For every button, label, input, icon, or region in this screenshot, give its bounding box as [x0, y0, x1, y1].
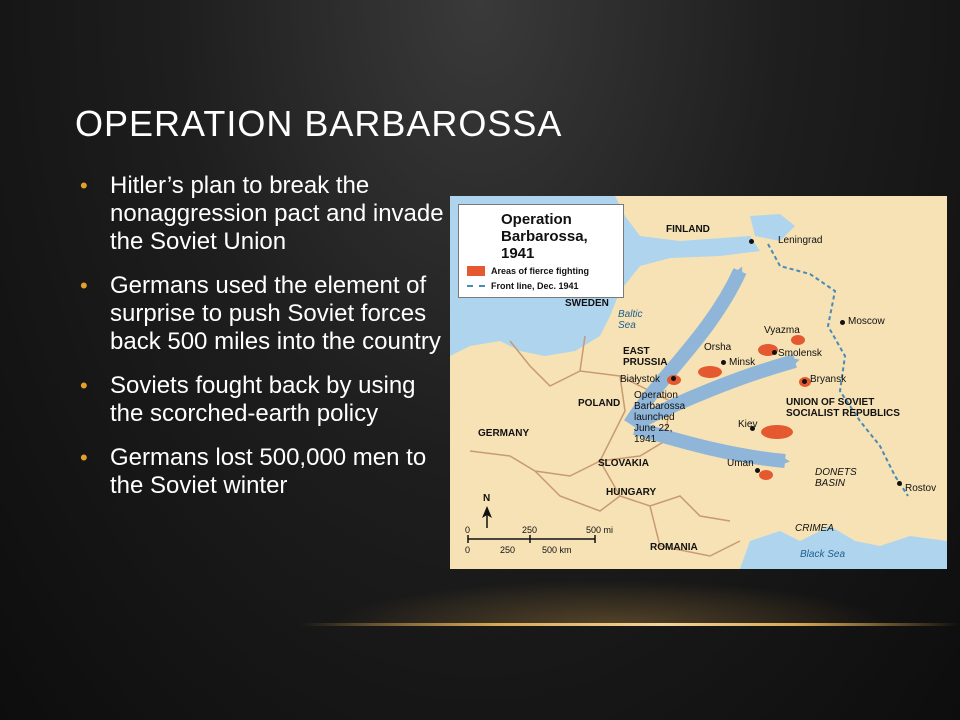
label-moscow: Moscow: [848, 316, 885, 327]
label-minsk: Minsk: [729, 357, 756, 368]
city-dot-uman: [755, 468, 760, 473]
label-romania: ROMANIA: [650, 542, 698, 553]
bullet-text: Germans lost 500,000 men to the Soviet winter: [110, 444, 427, 499]
decorative-divider-line: [300, 623, 960, 626]
label-operation-note: Operation Barbarossa launched June 22, 1941: [634, 390, 686, 445]
bullet-marker: •: [80, 273, 88, 298]
bullet-text: Hitler’s plan to break the nonaggression pact and invade the Soviet Union: [110, 172, 444, 255]
city-dot-rostov: [897, 481, 902, 486]
label-germany: GERMANY: [478, 428, 530, 439]
label-sweden: SWEDEN: [565, 298, 609, 309]
label-bryansk: Bryansk: [810, 374, 847, 385]
legend-frontline-label: Front line, Dec. 1941: [491, 281, 579, 291]
label-bialystok: Białystok: [620, 374, 661, 385]
label-slovakia: SLOVAKIA: [598, 458, 649, 469]
city-dot-bialystok: [671, 376, 676, 381]
city-dot-minsk: [721, 360, 726, 365]
label-leningrad: Leningrad: [778, 235, 823, 246]
scale-bar: [468, 535, 595, 543]
north-label: N: [483, 493, 491, 504]
label-orsha: Orsha: [704, 342, 732, 353]
label-donets-basin: DONETS BASIN: [815, 467, 857, 489]
city-dot-moscow: [840, 320, 845, 325]
bullet-item: [80, 372, 445, 428]
fighting-area-swatch: [467, 266, 485, 276]
front-line-swatch: [467, 285, 485, 287]
label-crimea: CRIMEA: [795, 523, 834, 534]
bullet-list: [80, 172, 445, 516]
scale-km-0: 0: [465, 545, 471, 555]
legend-title: Operation Barbarossa, 1941: [501, 211, 588, 262]
map-legend: [458, 204, 624, 298]
bullet-text: Germans used the element of surprise to push Soviet forces back 500 miles into the country: [110, 272, 441, 355]
scale-km-250: 250: [500, 545, 516, 555]
label-rostov: Rostov: [905, 483, 937, 494]
bullet-text: Soviets fought back by using the scorched-earth policy: [110, 372, 416, 427]
label-east-prussia: EAST PRUSSIA: [623, 346, 668, 368]
fighting-area-kiev: [761, 425, 793, 439]
label-finland: FINLAND: [666, 224, 710, 235]
front-line-dec-1941: [768, 244, 908, 496]
city-dot-leningrad: [749, 239, 754, 244]
label-vyazma: Vyazma: [764, 325, 800, 336]
north-arrow-icon: [481, 506, 493, 528]
label-poland: POLAND: [578, 398, 621, 409]
bullet-marker: •: [80, 373, 88, 398]
scale-mi-500: 500 mi: [586, 525, 614, 535]
fighting-area-vyazma: [791, 335, 805, 345]
bullet-marker: •: [80, 173, 88, 198]
city-dot-smolensk: [772, 350, 777, 355]
bullet-marker: •: [80, 445, 88, 470]
scale-mi-250: 250: [522, 525, 538, 535]
scale-km-500: 500 km: [542, 545, 572, 555]
label-hungary: HUNGARY: [606, 487, 657, 498]
bullet-item: [80, 444, 445, 500]
barbarossa-map: [450, 196, 947, 569]
bullet-item: [80, 272, 445, 356]
decorative-glow: [330, 580, 890, 626]
label-uman: Uman: [727, 458, 754, 469]
fighting-area-minsk: [698, 366, 722, 378]
fighting-area-uman: [759, 470, 773, 480]
label-smolensk: Smolensk: [778, 348, 822, 359]
slide-title: OPERATION BARBAROSSA: [75, 103, 563, 144]
label-baltic-sea: Baltic Sea: [618, 309, 643, 331]
label-kiev: Kiev: [738, 419, 758, 430]
bullet-item: [80, 172, 445, 256]
label-ussr: UNION OF SOVIET SOCIALIST REPUBLICS: [786, 397, 900, 419]
scale-mi-0: 0: [465, 525, 471, 535]
city-dot-bryansk: [802, 379, 807, 384]
legend-fighting-label: Areas of fierce fighting: [491, 266, 590, 276]
black-sea-shape: [740, 526, 947, 569]
label-black-sea: Black Sea: [800, 549, 846, 560]
